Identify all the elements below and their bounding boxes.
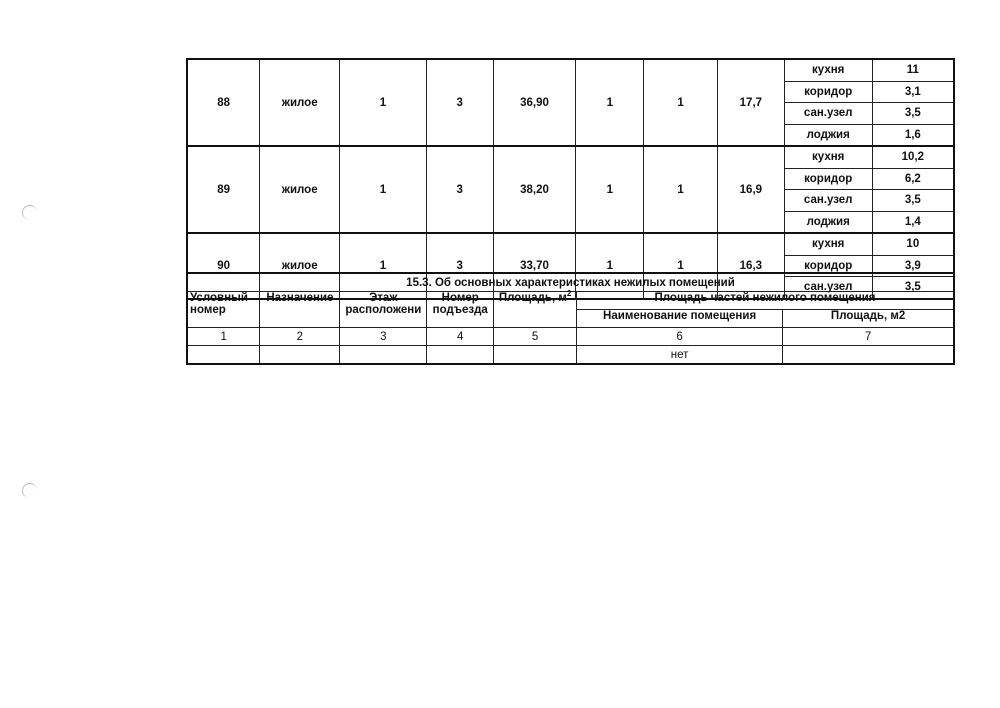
room-part-name: лоджия bbox=[784, 124, 872, 146]
room-part-name: коридор bbox=[784, 168, 872, 190]
apartment-purpose: жилое bbox=[260, 233, 340, 299]
column-number: 3 bbox=[340, 328, 427, 346]
header-parts: Площадь частей нежилого помещения bbox=[577, 292, 954, 310]
room-part-area: 10 bbox=[872, 233, 954, 255]
room-part-name: сан.узел bbox=[784, 190, 872, 212]
room-part-name: сан.узел bbox=[784, 277, 872, 299]
apartment-area: 36,90 bbox=[493, 59, 576, 146]
header-area-superscript: 2 bbox=[566, 289, 572, 299]
residential-table bbox=[186, 58, 955, 300]
room-part-name: коридор bbox=[784, 255, 872, 277]
apartment-entrance: 3 bbox=[426, 233, 493, 299]
room-part-name: сан.узел bbox=[784, 103, 872, 125]
header-part-name: Наименование помещения bbox=[577, 310, 783, 328]
empty-cell bbox=[340, 346, 427, 365]
empty-cell bbox=[783, 346, 954, 365]
room-part-name: кухня bbox=[784, 146, 872, 168]
column-number: 1 bbox=[187, 328, 260, 346]
apartment-living-area: 16,3 bbox=[717, 233, 784, 299]
room-part-area: 1,4 bbox=[872, 211, 954, 233]
apartment-floor: 1 bbox=[340, 146, 427, 233]
apartment-living-rooms: 1 bbox=[644, 59, 718, 146]
apartment-living-rooms: 1 bbox=[644, 233, 718, 299]
header-floor: Этаж расположени bbox=[340, 292, 427, 328]
header-area-label: Площадь, м bbox=[498, 292, 567, 304]
apartment-living-area: 17,7 bbox=[717, 59, 784, 146]
apartment-purpose: жилое bbox=[260, 146, 340, 233]
apartment-purpose: жилое bbox=[260, 59, 340, 146]
apartment-area: 33,70 bbox=[493, 233, 576, 299]
column-number: 6 bbox=[577, 328, 783, 346]
none-value: нет bbox=[577, 346, 783, 365]
room-part-area: 11 bbox=[872, 59, 954, 81]
apartment-number: 89 bbox=[187, 146, 260, 233]
column-number: 5 bbox=[494, 328, 577, 346]
apartment-row bbox=[187, 146, 954, 168]
room-part-area: 3,5 bbox=[872, 103, 954, 125]
section-title: 15.3. Об основных характеристиках нежилых помещений bbox=[187, 273, 954, 292]
header-area bbox=[494, 289, 577, 328]
nonresidential-table bbox=[186, 272, 955, 365]
column-number: 7 bbox=[783, 328, 954, 346]
apartment-floor: 1 bbox=[340, 59, 427, 146]
apartment-entrance: 3 bbox=[426, 146, 493, 233]
apartment-living-rooms: 1 bbox=[644, 146, 718, 233]
room-part-area: 3,5 bbox=[872, 190, 954, 212]
apartment-rooms: 1 bbox=[576, 146, 644, 233]
apartment-rooms: 1 bbox=[576, 233, 644, 299]
apartment-number: 90 bbox=[187, 233, 260, 299]
apartment-entrance: 3 bbox=[426, 59, 493, 146]
room-part-name: лоджия bbox=[784, 211, 872, 233]
room-part-area: 6,2 bbox=[872, 168, 954, 190]
empty-data-row bbox=[187, 346, 954, 365]
binder-hole-top bbox=[22, 205, 37, 220]
apartment-living-area: 16,9 bbox=[717, 146, 784, 233]
empty-cell bbox=[260, 346, 340, 365]
apartment-floor: 1 bbox=[340, 233, 427, 299]
header-part-area: Площадь, м2 bbox=[783, 310, 954, 328]
binder-hole-bottom bbox=[22, 483, 37, 498]
column-number: 2 bbox=[260, 328, 340, 346]
apartment-row bbox=[187, 59, 954, 81]
header-purpose: Назначение bbox=[260, 292, 340, 328]
apartment-number: 88 bbox=[187, 59, 260, 146]
room-part-area: 1,6 bbox=[872, 124, 954, 146]
apartment-row bbox=[187, 233, 954, 255]
room-part-name: кухня bbox=[784, 59, 872, 81]
room-part-name: кухня bbox=[784, 233, 872, 255]
room-part-area: 3,5 bbox=[872, 277, 954, 299]
column-number: 4 bbox=[427, 328, 494, 346]
header-number: Условный номер bbox=[187, 292, 260, 328]
empty-cell bbox=[494, 346, 577, 365]
empty-cell bbox=[187, 346, 260, 365]
apartment-rooms: 1 bbox=[576, 59, 644, 146]
column-number-row bbox=[187, 328, 954, 346]
room-part-area: 3,1 bbox=[872, 81, 954, 103]
header-entrance: Номер подъезда bbox=[427, 292, 494, 328]
room-part-area: 3,9 bbox=[872, 255, 954, 277]
room-part-name: коридор bbox=[784, 81, 872, 103]
empty-cell bbox=[427, 346, 494, 365]
apartment-area: 38,20 bbox=[493, 146, 576, 233]
room-part-area: 10,2 bbox=[872, 146, 954, 168]
